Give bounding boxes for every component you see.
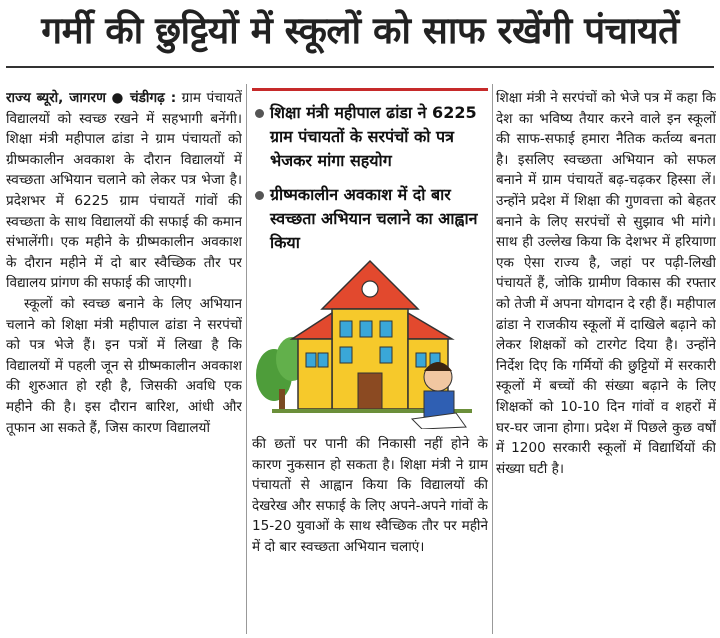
article-column-1 (6, 88, 242, 634)
column-divider (492, 84, 493, 634)
highlight-item (252, 183, 488, 255)
article-paragraph: की छतों पर पानी की निकासी नहीं होने के कारण नुकसान हो सकता है। शिक्षा मंत्री ने ग्राम पंचायतों से आह्वान किया कि विद्यालयों की देखरेख और सफाई के लिए अपने-अपने गांवों के 15-20 युवाओं के साथ स्वैच्छिक तौर पर महीने में दो बार स्वच्छता अभियान चलाएं। (252, 436, 488, 555)
school-illustration (252, 249, 488, 429)
article-paragraph-2: स्कूलों को स्वच्छ बनाने के लिए अभियान चलाने को शिक्षा मंत्री महीपाल ढांडा ने सरपंचों को पत्र भेजे हैं। इन पत्रों में लिखा है कि विद्यालयों में पहली जून से ग्रीष्मकालीन अवकाश की शुरुआत हो रही है, जिसकी अवधि एक महीने की है। इस दौरान बारिश, आंधी और तूफान आ सकते हैं, जिस कारण विद्यालयों (6, 295, 242, 436)
dateline-place: चंडीगढ़ : (130, 90, 177, 106)
article-column-2 (252, 434, 488, 634)
article-paragraph-1: राज्य ब्यूरो, जागरण ● चंडीगढ़ : ग्राम पंचायतें विद्यालयों को स्वच्छ रखने में सहभागी बनेंगी। शिक्षा मंत्री महीपाल ढांडा ने ग्राम पंचायतों को ग्रीष्मकालीन अवकाश के दौरान विद्यालयों में स्वच्छता अभियान चलाने को लेकर पत्र भेजा है। प्रदेशभर में 6225 ग्राम पंचायतें गांवों की स्वच्छता के साथ विद्यालयों की सफाई की कमान संभालेंगी। एक महीने के ग्रीष्मकालीन अवकाश के दौरान महीने में दो बार स्वैच्छिक तौर पर विद्यालय प्रांगण की सफाई की जाएगी। (6, 90, 242, 292)
highlight-box (252, 88, 488, 431)
paragraph-text: ग्राम पंचायतें विद्यालयों को स्वच्छ रखने में सहभागी बनेंगी। शिक्षा मंत्री महीपाल ढांडा ने ग्राम पंचायतों को ग्रीष्मकालीन अवकाश के दौरान विद्यालयों में स्वच्छता अभियान चलाने को लेकर पत्र भेजा है। प्रदेशभर में 6225 ग्राम पंचायतें गांवों की स्वच्छता के साथ विद्यालयों की सफाई की कमान संभालेंगी। एक महीने के ग्रीष्मकालीन अवकाश के दौरान महीने में दो बार स्वैच्छिक तौर पर विद्यालय प्रांगण की सफाई की जाएगी। (6, 90, 242, 292)
headline-rule (6, 66, 714, 68)
column-divider (246, 84, 247, 634)
article-paragraph: शिक्षा मंत्री ने सरपंचों को भेजे पत्र में कहा कि देश का भविष्य तैयार करने वाले इन स्कूलों की साफ-सफाई हमारा नैतिक कर्तव्य बनता है। इसलिए स्वच्छता अभियान को सफल बनाने में ग्राम पंचायतें बढ़-चढ़कर हिस्सा लें। उन्होंने प्रदेश में शिक्षा की गुणवत्ता को बेहतर बनाने के लिए सरपंचों से सुझाव भी मांगे। साथ ही उल्लेख किया कि देशभर में हरियाणा एक ऐसा राज्य है, जहां पर पढ़ी-लिखी पंचायतें हैं, जोकि ग्रामीण विकास की रफ्तार को तेजी में अपना योगदान दे रही हैं। महीपाल ढांडा ने राजकीय स्कूलों में दाखिले बढ़ाने को लेकर शिक्षकों को टारगेट दिया है। उन्होंने निर्देश दिए कि गर्मियों की छुट्टियों में सरकारी स्कूलों में बच्चों की संख्या बढ़ाने के लिए शिक्षकों को 10-10 दिन गांवों व शहरों में घर-घर जाना होगा। प्रदेश में पिछले कुछ वर्षों में 1200 सरकारी स्कूलों में विद्यार्थियों की संख्या घटी है। (496, 90, 716, 477)
highlight-text: शिक्षा मंत्री महीपाल ढांडा ने 6225 ग्राम पंचायतों के सरपंचों को पत्र भेजकर मांगा सहयोग (270, 103, 477, 170)
bullet-icon (255, 191, 264, 200)
article-column-3 (496, 88, 716, 634)
highlight-item (252, 101, 488, 173)
bullet-icon (255, 109, 264, 118)
headline: गर्मी की छुट्टियों में स्कूलों को साफ रखेंगी पंचायतें (41, 9, 679, 52)
dateline-bureau: राज्य ब्यूरो, जागरण (6, 90, 106, 106)
highlight-text: ग्रीष्मकालीन अवकाश में दो बार स्वच्छता अभियान चलाने का आह्वान किया (270, 185, 478, 252)
